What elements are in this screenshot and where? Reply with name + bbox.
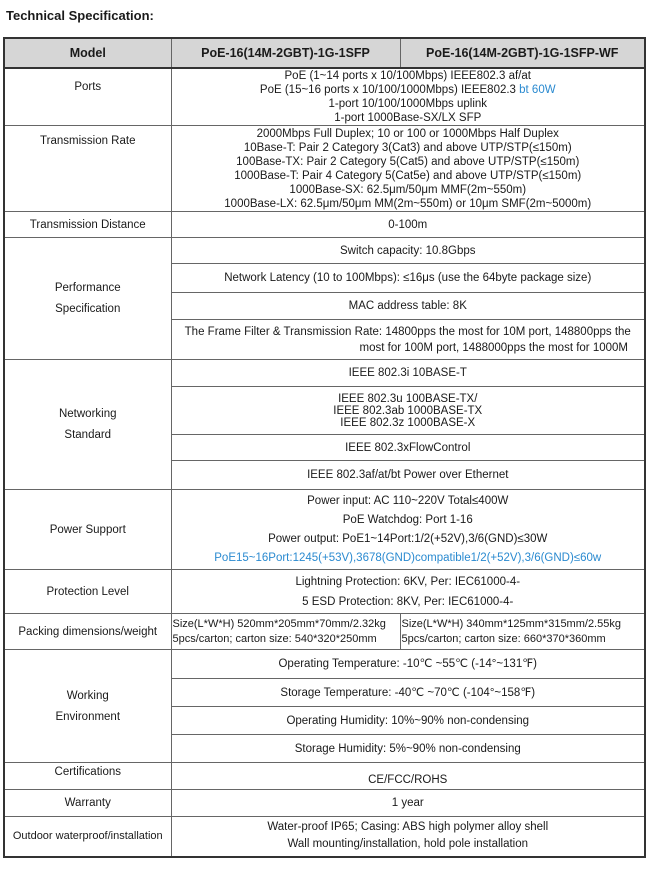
protection-label: Protection Level [4, 570, 171, 614]
power-label: Power Support [4, 490, 171, 570]
transmission-distance-value: 0-100m [171, 212, 645, 238]
protection-row [4, 570, 645, 614]
ports-value [171, 68, 645, 126]
env-row-1 [4, 650, 645, 679]
networking-label-1: Networking [58, 408, 117, 420]
packing-col2-carton: 5pcs/carton; carton size: 660*370*360mm [401, 632, 606, 645]
performance-label [4, 238, 171, 360]
esd-protection: 5 ESD Protection: 8KV, Per: IEC61000-4- [302, 595, 514, 608]
frame-filter-line-2: most for 100M port, 1488000pps the most for 1000M [359, 341, 628, 354]
packing-label: Packing dimensions/weight [4, 614, 171, 650]
power-output-2: PoE15~16Port:1245(+53V),3678(GND)compatible1/2(+52V),3/6(GND)≤60w [214, 551, 602, 564]
ports-row [4, 68, 645, 126]
outdoor-line-2: Wall mounting/installation, hold pole installation [287, 838, 529, 851]
net-row-1 [4, 360, 645, 387]
perf-row-1 [4, 238, 645, 264]
certifications-label: Certifications [4, 763, 171, 790]
transmission-distance-label: Transmission Distance [4, 212, 171, 238]
performance-label-2: Specification [55, 303, 121, 315]
warranty-label: Warranty [4, 790, 171, 817]
environment-label-1: Working [66, 689, 109, 702]
environment-label-2: Environment [55, 710, 121, 723]
outdoor-line-1: Water-proof IP65; Casing: ABS high polymer alloy shell [267, 821, 549, 834]
rate-line-5: 1000Base-SX: 62.5μm/50μm MMF(2m~550m) [289, 183, 527, 196]
ports-line-3: 1-port 10/100/1000Mbps uplink [328, 98, 488, 110]
power-row [4, 490, 645, 570]
rate-line-4: 1000Base-T: Pair 4 Category 5(Cat5e) and above UTP/STP(≤150m) [234, 169, 582, 182]
packing-col1-carton: 5pcs/carton; carton size: 540*320*250mm [172, 632, 377, 645]
certifications-row [4, 763, 645, 790]
transmission-distance-row [4, 212, 645, 238]
storage-humidity: Storage Humidity: 5%~90% non-condensing [171, 735, 645, 763]
rate-line-6: 1000Base-LX: 62.5μm/50μm MM(2m~550m) or 10μm SMF(2m~5000m) [224, 197, 592, 210]
certifications-value: CE/FCC/ROHS [171, 763, 645, 790]
packing-col1-size: Size(L*W*H) 520mm*205mm*70mm/2.32kg [172, 617, 386, 630]
performance-label-1: Performance [54, 282, 121, 294]
storage-temperature: Storage Temperature: -40℃ ~70℃ (-104°~158℉) [171, 679, 645, 707]
model-header: Model [4, 38, 171, 68]
outdoor-label: Outdoor waterproof/installation [4, 817, 171, 857]
rate-line-2: 10Base-T: Pair 2 Category 3(Cat3) and above UTP/STP(≤150m) [243, 141, 572, 154]
networking-std-1: IEEE 802.3i 10BASE-T [171, 360, 645, 387]
ports-line-1: PoE (1~14 ports x 10/100Mbps) IEEE802.3 af/at [284, 70, 531, 82]
ports-label: Ports [4, 68, 171, 126]
section-heading: Technical Specification: [6, 8, 154, 23]
mac-table: MAC address table: 8K [171, 293, 645, 320]
ports-line-4: 1-port 1000Base-SX/LX SFP [334, 112, 482, 124]
transmission-rate-label: Transmission Rate [4, 126, 171, 212]
power-input: Power input: AC 110~220V Total≤400W [307, 494, 509, 507]
model-col2-header: PoE-16(14M-2GBT)-1G-1SFP-WF [400, 38, 645, 68]
operating-humidity: Operating Humidity: 10%~90% non-condensing [171, 707, 645, 735]
packing-col1 [171, 614, 400, 650]
network-latency: Network Latency (10 to 100Mbps): ≤16μs (use the 64byte package size) [171, 264, 645, 293]
model-col1-header: PoE-16(14M-2GBT)-1G-1SFP [171, 38, 400, 68]
outdoor-value [171, 817, 645, 857]
packing-row [4, 614, 645, 650]
lightning-protection: Lightning Protection: 6KV, Per: IEC61000-4- [295, 575, 521, 588]
warranty-row [4, 790, 645, 817]
spec-table [3, 37, 646, 858]
networking-label [4, 360, 171, 490]
packing-col2 [400, 614, 645, 650]
packing-col2-size: Size(L*W*H) 340mm*125mm*315mm/2.55kg [401, 617, 621, 630]
networking-std-2 [171, 387, 645, 435]
switch-capacity: Switch capacity: 10.8Gbps [171, 238, 645, 264]
networking-std-2b: IEEE 802.3ab 1000BASE-TX [333, 404, 483, 417]
networking-std-3: IEEE 802.3xFlowControl [171, 435, 645, 461]
rate-line-1: 2000Mbps Full Duplex; 10 or 100 or 1000Mbps Half Duplex [256, 127, 559, 140]
ports-line-2-text: PoE (15~16 ports x 10/100/1000Mbps) IEEE802.3 [259, 84, 516, 96]
operating-temperature: Operating Temperature: -10℃ ~55℃ (-14°~131℉) [171, 650, 645, 679]
networking-std-4: IEEE 802.3af/at/bt Power over Ethernet [171, 461, 645, 490]
power-value [171, 490, 645, 570]
networking-label-2: Standard [64, 429, 112, 441]
warranty-value: 1 year [171, 790, 645, 817]
protection-value [171, 570, 645, 614]
transmission-rate-row [4, 126, 645, 212]
table-header-row [4, 38, 645, 68]
environment-label [4, 650, 171, 763]
networking-std-2c: IEEE 802.3z 1000BASE-X [340, 416, 476, 429]
poe-watchdog: PoE Watchdog: Port 1-16 [342, 513, 473, 526]
ports-line-2-blue: bt 60W [515, 84, 556, 96]
power-output-1: Power output: PoE1~14Port:1/2(+52V),3/6(GND)≤30W [268, 532, 548, 545]
ports-line-2 [174, 83, 643, 97]
frame-filter-line-1: The Frame Filter & Transmission Rate: 14800pps the most for 10M port, 148800pps the [184, 325, 631, 338]
rate-line-3: 100Base-TX: Pair 2 Category 5(Cat5) and above UTP/STP(≤150m) [236, 155, 580, 168]
frame-filter [171, 320, 645, 360]
transmission-rate-value [171, 126, 645, 212]
networking-std-2a: IEEE 802.3u 100BASE-TX/ [338, 392, 478, 405]
outdoor-row [4, 817, 645, 857]
